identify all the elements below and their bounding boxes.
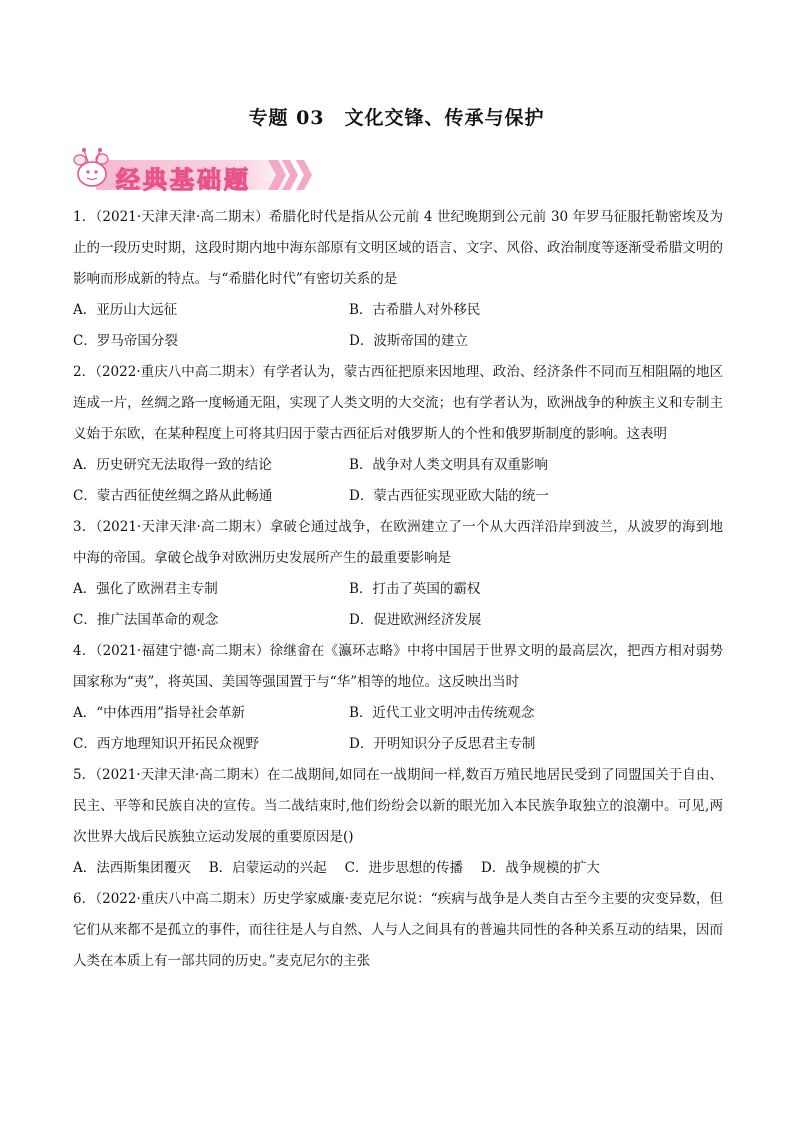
option-b: B．打击了英国的霸权 [349,581,481,597]
question-4 [73,636,723,760]
option-d: D．战争规模的扩大 [481,860,600,876]
question-1 [73,202,723,357]
options [73,698,723,760]
options [73,574,723,636]
option-c: C．推广法国革命的观念 [73,612,219,628]
question-text: 2．（2022·重庆八中高二期末）有学者认为，蒙古西征把原来因地理、政治、经济条件不同而互相阻隔的地区连成一片，丝绸之路一度畅通无阻，实现了人类文明的大交流；也有学者认为，欧洲战争的种族主义和专制主义始于东欧，在某种程度上可将其归因于蒙古西征后对俄罗斯人的个性和俄罗斯制度的影响。这表明 [73,364,723,442]
option-c: C．进步思想的传播 [344,860,464,876]
option-d: D．蒙古西征实现亚欧大陆的统一 [349,488,549,504]
document-title: 专题 03 文化交锋、传承与保护 [248,107,545,129]
option-d: D．波斯帝国的建立 [349,333,468,349]
option-b: B．战争对人类文明具有双重影响 [349,457,548,473]
option-a: A．亚历山大远征 [73,302,178,318]
option-a: A．强化了欧洲君主专制 [73,581,218,597]
option-c: C．蒙古西征使丝绸之路从此畅通 [73,488,273,504]
option-a: A．法西斯集团覆灭 [73,860,191,876]
option-b: B．启蒙运动的兴起 [208,860,327,876]
question-text: 5．（2021·天津天津·高二期末）在二战期间,如同在一战期间一样,数百万殖民地居民受到了同盟国关于自由、民主、平等和民族自决的宣传。当二战结束时,他们纷纷会以新的眼光加入本民族争取独立的浪潮中。可见,两次世界大战后民族独立运动发展的重要原因是() [73,767,723,845]
option-d: D．促进欧洲经济发展 [349,612,482,628]
option-a: A．历史研究无法取得一致的结论 [73,457,272,473]
option-b: B．古希腊人对外移民 [349,302,481,318]
option-a: A．“中体西用”指导社会革新 [73,705,246,721]
options [73,853,723,884]
options [73,295,723,357]
question-3 [73,512,723,636]
question-text: 4．（2021·福建宁德·高二期末）徐继畲在《瀛环志略》中将中国居于世界文明的最高层次，把西方相对弱势国家称为“夷”，将英国、美国等强国置于与“华”相等的地位。这反映出当时 [73,643,723,690]
option-d: D．开明知识分子反思君主专制 [349,736,536,752]
question-text: 3．（2021·天津天津·高二期末）拿破仑通过战争，在欧洲建立了一个从大西洋沿岸到波兰，从波罗的海到地中海的帝国。拿破仑战争对欧洲历史发展所产生的最重要影响是 [73,519,723,566]
option-b: B．近代工业文明冲击传统观念 [349,705,535,721]
options [73,450,723,512]
question-list [73,202,723,977]
question-text: 6．（2022·重庆八中高二期末）历史学家威廉·麦克尼尔说：“疾病与战争是人类自古至今主要的灾变异数，但它们从来都不是孤立的事件，而往往是人与自然、人与人之间具有的普遍共同性的各种关系互动的结果，因而人类在本质上有一部共同的历史。”麦克尼尔的主张 [73,891,723,969]
option-c: C．西方地理知识开拓民众视野 [73,736,259,752]
section-title: 经典基础题 [116,166,251,194]
section-banner [68,146,324,192]
question-text: 1．（2021·天津天津·高二期末）希腊化时代是指从公元前 4 世纪晚期到公元前 30 年罗马征服托勒密埃及为止的一段历史时期，这段时期内地中海东部原有文明区域的语言、文字、风俗、政治制度等逐渐受希腊文明的影响而形成新的特点。与“希腊化时代”有密切关系的是 [73,209,723,287]
option-c: C．罗马帝国分裂 [73,333,178,349]
question-2 [73,357,723,512]
question-5 [73,760,723,884]
question-6 [73,884,723,977]
